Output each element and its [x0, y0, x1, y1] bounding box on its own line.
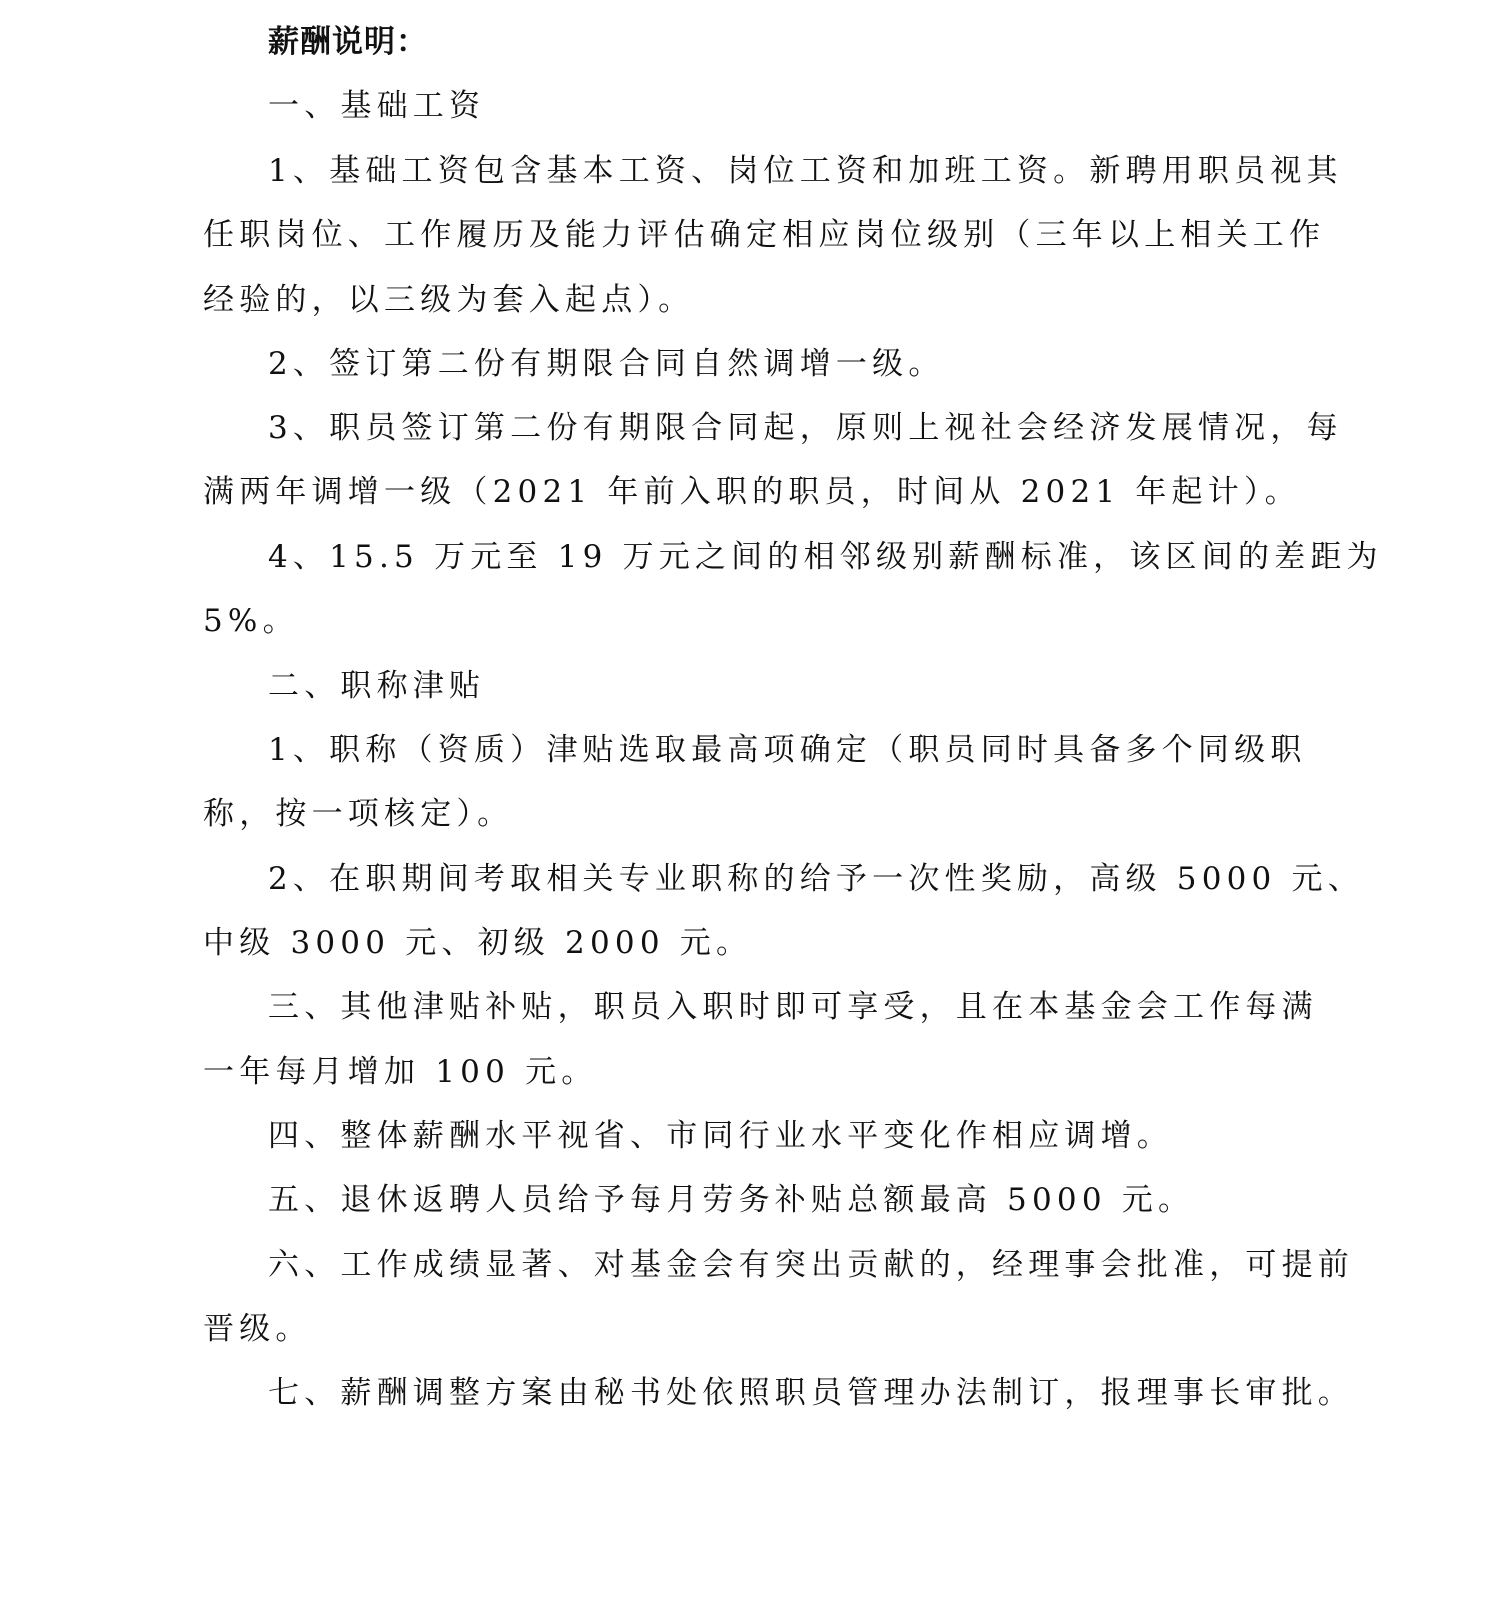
paragraph-line: 六、工作成绩显著、对基金会有突出贡献的，经理事会批准，可提前 — [268, 1247, 1354, 1283]
paragraph-line: 中级 3000 元、初级 2000 元。 — [203, 925, 753, 961]
section-heading-basic-salary: 一、基础工资 — [268, 88, 486, 124]
section-heading-title-allowance: 二、职称津贴 — [268, 668, 486, 704]
paragraph-line: 1、职称（资质）津贴选取最高项确定（职员同时具备多个同级职 — [268, 732, 1307, 768]
paragraph-line: 2、在职期间考取相关专业职称的给予一次性奖励，高级 5000 元、 — [268, 861, 1364, 897]
paragraph-line: 晋级。 — [203, 1311, 312, 1347]
paragraph-line: 七、薪酬调整方案由秘书处依照职员管理办法制订，报理事长审批。 — [268, 1375, 1354, 1411]
paragraph-line: 三、其他津贴补贴，职员入职时即可享受，且在本基金会工作每满 — [268, 989, 1318, 1025]
paragraph-line: 经验的，以三级为套入起点）。 — [203, 282, 695, 318]
paragraph-line: 称，按一项核定）。 — [203, 796, 514, 832]
paragraph-line: 一年每月增加 100 元。 — [203, 1054, 598, 1090]
paragraph-line: 3、职员签订第二份有期限合同起，原则上视社会经济发展情况，每 — [268, 410, 1343, 446]
paragraph-line: 4、15.5 万元至 19 万元之间的相邻级别薪酬标准，该区间的差距为 — [268, 539, 1383, 575]
paragraph-line: 1、基础工资包含基本工资、岗位工资和加班工资。新聘用职员视其 — [268, 153, 1343, 189]
paragraph-line: 任职岗位、工作履历及能力评估确定相应岗位级别（三年以上相关工作 — [203, 217, 1326, 253]
paragraph-line: 满两年调增一级（2021 年前入职的职员，时间从 2021 年起计）。 — [203, 474, 1301, 510]
paragraph-line: 五、退休返聘人员给予每月劳务补贴总额最高 5000 元。 — [268, 1182, 1195, 1218]
document-title: 薪酬说明： — [268, 24, 428, 60]
paragraph-line: 5%。 — [203, 603, 299, 639]
paragraph-line: 四、整体薪酬水平视省、市同行业水平变化作相应调增。 — [268, 1118, 1173, 1154]
paragraph-line: 2、签订第二份有期限合同自然调增一级。 — [268, 346, 945, 382]
